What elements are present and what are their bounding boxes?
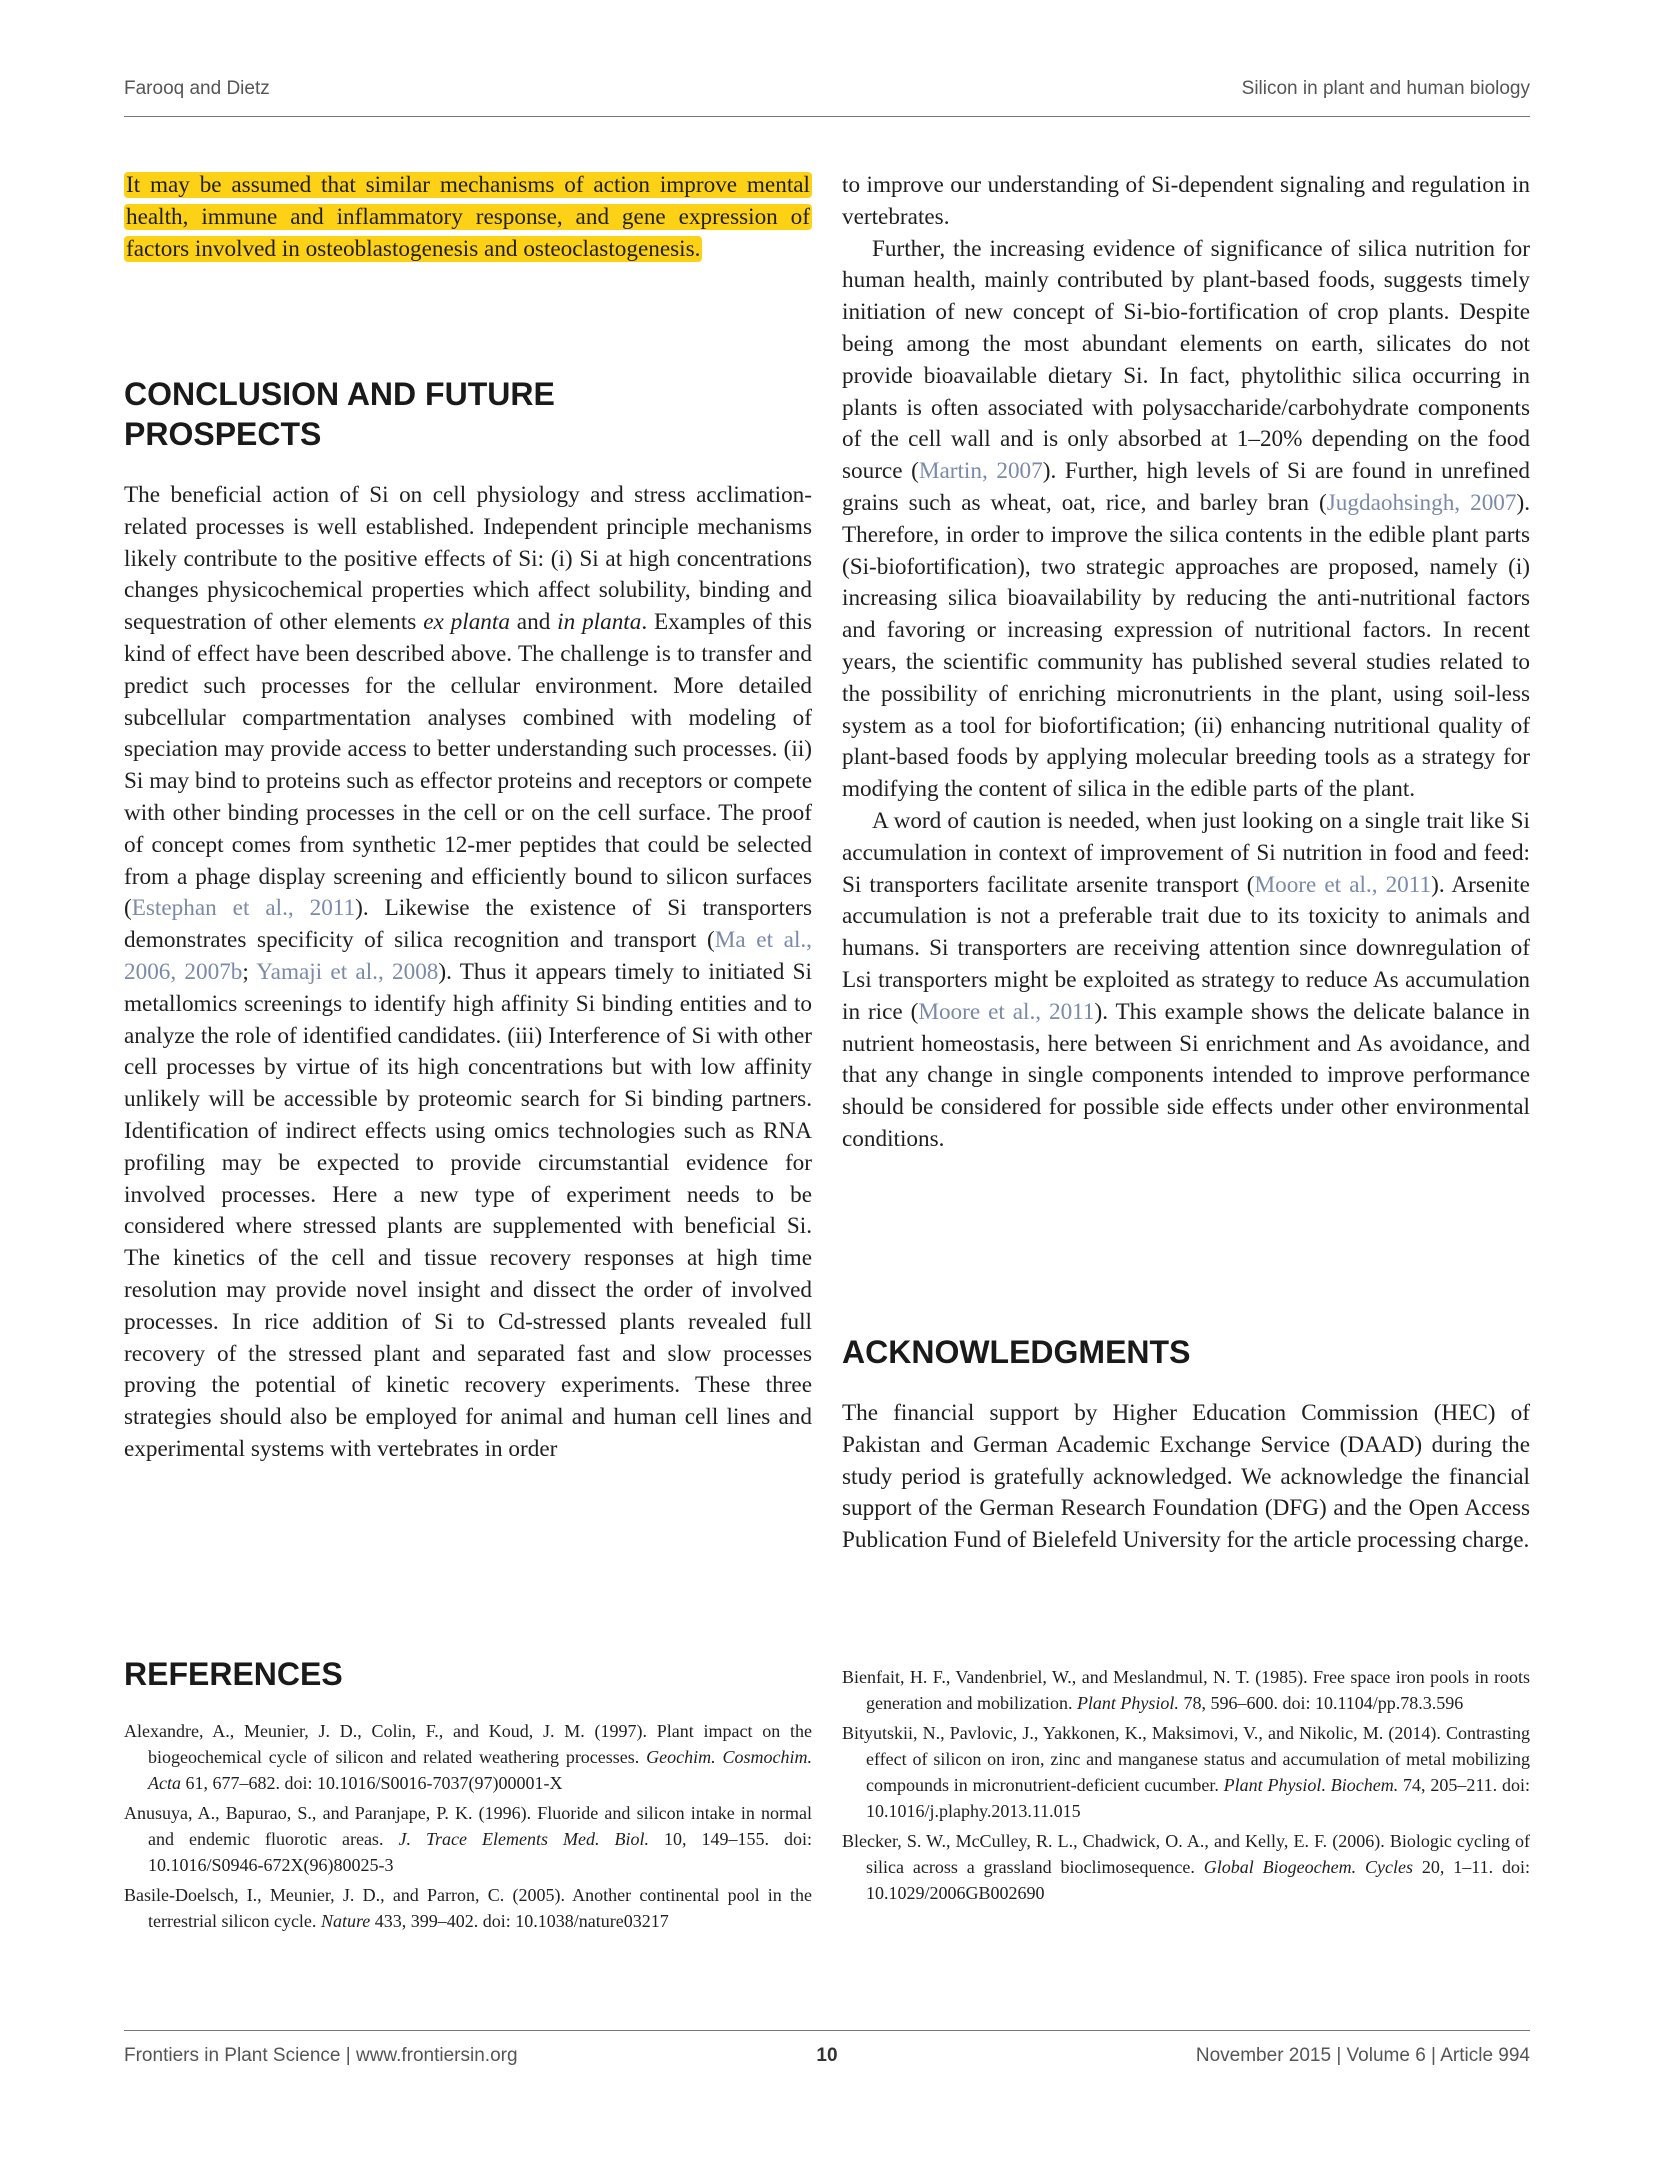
conclusion-heading-line2: PROSPECTS xyxy=(124,416,322,452)
footer-issue: November 2015 | Volume 6 | Article 994 xyxy=(1195,2045,1530,2066)
page-number: 10 xyxy=(816,2045,838,2066)
reference-item: Anusuya, A., Bapurao, S., and Paranjape, P. K. (1996). Fluoride and silicon intake in normal and endemic fluorotic areas. J. Trace Elements Med. Biol. 10, 149–155. doi: 10.1016/S0946-672X(96)80025-3 xyxy=(124,1803,812,1875)
paragraph-caution: A word of caution is needed, when just looking on a single trait like Si accumulation in context of improvement of Si nutrition in food and feed: Si transporters facilitate arsenite transport (Moore et al., 2011). Arsenite accumulation is not a preferable trait due to its toxicity to animals and humans. Si transporters are receiving attention since downregulation of Lsi transporters might be exploited as strategy to reduce As accumulation in rice (Moore et al., 2011). This example shows the delicate balance in nutrient homeostasis, here between Si enrichment and As avoidance, and that any change in single components intended to improve performance should be considered for possible side effects under other environmental conditions. xyxy=(842,807,1530,1152)
reference-item: Basile-Doelsch, I., Meunier, J. D., and Parron, C. (2005). Another continental pool in the terrestrial silicon cycle. Nature 433, 399–402. doi: 10.1038/nature03217 xyxy=(124,1885,812,1931)
in-planta-term: in planta xyxy=(557,609,642,636)
conclusion-paragraph: The beneficial action of Si on cell physiology and stress acclimation-related processes is well established. Independent principle mechanisms likely contribute to the positive effects of Si: (i) Si at high concentrations changes physicochemical properties which affect solubility, binding and sequestration of other elements ex planta and in planta. Examples of this kind of effect have been described above. The challenge is to transfer and predict such processes for the cellular environment. More detailed subcellular compartmentation analyses combined with modeling of speciation may provide access to better understanding such processes. (ii) Si may bind to proteins such as effector proteins and receptors or compete with other binding processes in the cell or on the cell surface. The proof of concept comes from synthetic 12-mer peptides that could be selected from a phage display screening and efficiently bound to silicon surfaces (Estephan et al., 2011). Likewise the existence of Si transporters demonstrates specificity of silica recognition and transport (Ma et al., 2006, 2007b; Yamaji et al., 2008). Thus it appears timely to initiated Si metallomics screenings to identify high affinity Si binding entities and to analyze the role of identified candidates. (iii) Interference of Si with other cell processes by virtue of its high concentrations but with low affinity unlikely will be accessible by proteomic search for Si binding partners. Identification of indirect effects using omics technologies such as RNA profiling may be expected to provide circumstantial evidence for involved processes. Here a new type of experiment needs to be considered where stressed plants are supplemented with beneficial Si. The kinetics of the cell and tissue recovery responses at high time resolution may provide novel insight and dissect the order of involved processes. In rice addition of Si to Cd-stressed plants revealed full recovery of the stressed plant and separated fast and slow processes proving the potential of kinetic recovery experiments. These three strategies should also be employed for animal and human cell lines and experimental systems with vertebrates in order xyxy=(124,482,813,1462)
acknowledgments-paragraph: The financial support by Higher Education Commission (HEC) of Pakistan and German Academic Exchange Service (DAAD) during the study period is gratefully acknowledged. We acknowledge the financial support of the German Research Foundation (DFG) and the Open Access Publication Fund of Bielefeld University for the article processing charge. xyxy=(842,1400,1530,1554)
citation-link[interactable]: Estephan et al., 2011 xyxy=(131,895,356,922)
references-heading: REFERENCES xyxy=(124,1656,343,1692)
citation-link[interactable]: Moore et al., 2011 xyxy=(918,998,1095,1025)
header-short-title: Silicon in plant and human biology xyxy=(1241,78,1530,99)
reference-item: Bityutskii, N., Pavlovic, J., Yakkonen, K., Maksimovi, V., and Nikolic, M. (2014). Contrasting effect of silicon on iron, zinc and manganese status and accumulation of metal mobilizing compounds in micronutrient-deficient cucumber. Plant Physiol. Biochem. 74, 205–211. doi: 10.1016/j.plaphy.2013.11.015 xyxy=(842,1723,1530,1821)
footer-journal[interactable]: Frontiers in Plant Science | www.frontiersin.org xyxy=(124,2045,518,2066)
citation-link[interactable]: Ma et al., 2006, 2007b xyxy=(124,927,812,985)
conclusion-body xyxy=(124,480,812,1466)
citation-link[interactable]: Yamaji et al., 2008 xyxy=(256,958,439,985)
acknowledgments-heading: ACKNOWLEDGMENTS xyxy=(842,1334,1191,1370)
ex-planta-term: ex planta xyxy=(423,609,510,636)
reference-item: Alexandre, A., Meunier, J. D., Colin, F., and Koud, J. M. (1997). Plant impact on the biogeochemical cycle of silicon and related weathering processes. Geochim. Cosmochim. Acta 61, 677–682. doi: 10.1016/S0016-7037(97)00001-X xyxy=(124,1721,812,1793)
header-rule xyxy=(124,116,1530,117)
citation-link[interactable]: Martin, 2007 xyxy=(918,458,1043,485)
highlighted-paragraph-block xyxy=(124,170,812,265)
right-column-body xyxy=(842,170,1530,1156)
conclusion-heading-line1: CONCLUSION AND FUTURE xyxy=(124,376,555,412)
reference-item: Bienfait, H. F., Vandenbriel, W., and Meslandmul, N. T. (1985). Free space iron pools in roots generation and mobilization. Plant Physiol. 78, 596–600. doi: 10.1104/pp.78.3.596 xyxy=(842,1667,1530,1713)
citation-link[interactable]: Moore et al., 2011 xyxy=(1254,871,1432,898)
paragraph-biofortification: Further, the increasing evidence of significance of silica nutrition for human health, mainly contributed by plant-based foods, suggests timely initiation of new concept of Si-bio-fortification of crop plants. Despite being among the most abundant elements on earth, silicates do not provide bioavailable dietary Si. In fact, phytolithic silica occurring in plants is often associated with polysaccharide/carbohydrate components of the cell wall and is only absorbed at 1–20% depending on the food source (Martin, 2007). Further, high levels of Si are found in unrefined grains such as wheat, oat, rice, and barley bran (Jugdaohsingh, 2007). Therefore, in order to improve the silica contents in the edible plant parts (Si-biofortification), two strategic approaches are proposed, namely (i) increasing silica bioavailability by reducing the anti-nutritional factors and favoring or increasing expression of nutritional factors. In recent years, the scientific community has published several studies related to the possibility of enriching micronutrients in the plant, using soil-less system as a tool for biofortification; (ii) enhancing nutritional quality of plant-based foods by applying molecular breeding tools as a strategy for modifying the content of silica in the edible parts of the plant. xyxy=(842,235,1531,803)
references-list-right xyxy=(842,1664,1530,1910)
footer-rule xyxy=(124,2030,1530,2031)
conclusion-heading xyxy=(124,374,555,454)
header-authors: Farooq and Dietz xyxy=(124,78,270,99)
acknowledgments-body xyxy=(842,1398,1530,1557)
highlighted-paragraph[interactable]: It may be assumed that similar mechanisms of action improve mental health, immune and inflammatory response, and gene expression of factors involved in osteoblastogenesis and osteoclastogenesis. xyxy=(126,172,810,262)
citation-link[interactable]: Jugdaohsingh, 2007 xyxy=(1326,489,1517,516)
paragraph-continuation: to improve our understanding of Si-dependent signaling and regulation in vertebrates. xyxy=(842,172,1530,230)
reference-item: Blecker, S. W., McCulley, R. L., Chadwick, O. A., and Kelly, E. F. (2006). Biologic cycling of silica across a grassland bioclimosequence. Global Biogeochem. Cycles 20, 1–11. doi: 10.1029/2006GB002690 xyxy=(842,1831,1530,1903)
references-list-left xyxy=(124,1718,812,1938)
